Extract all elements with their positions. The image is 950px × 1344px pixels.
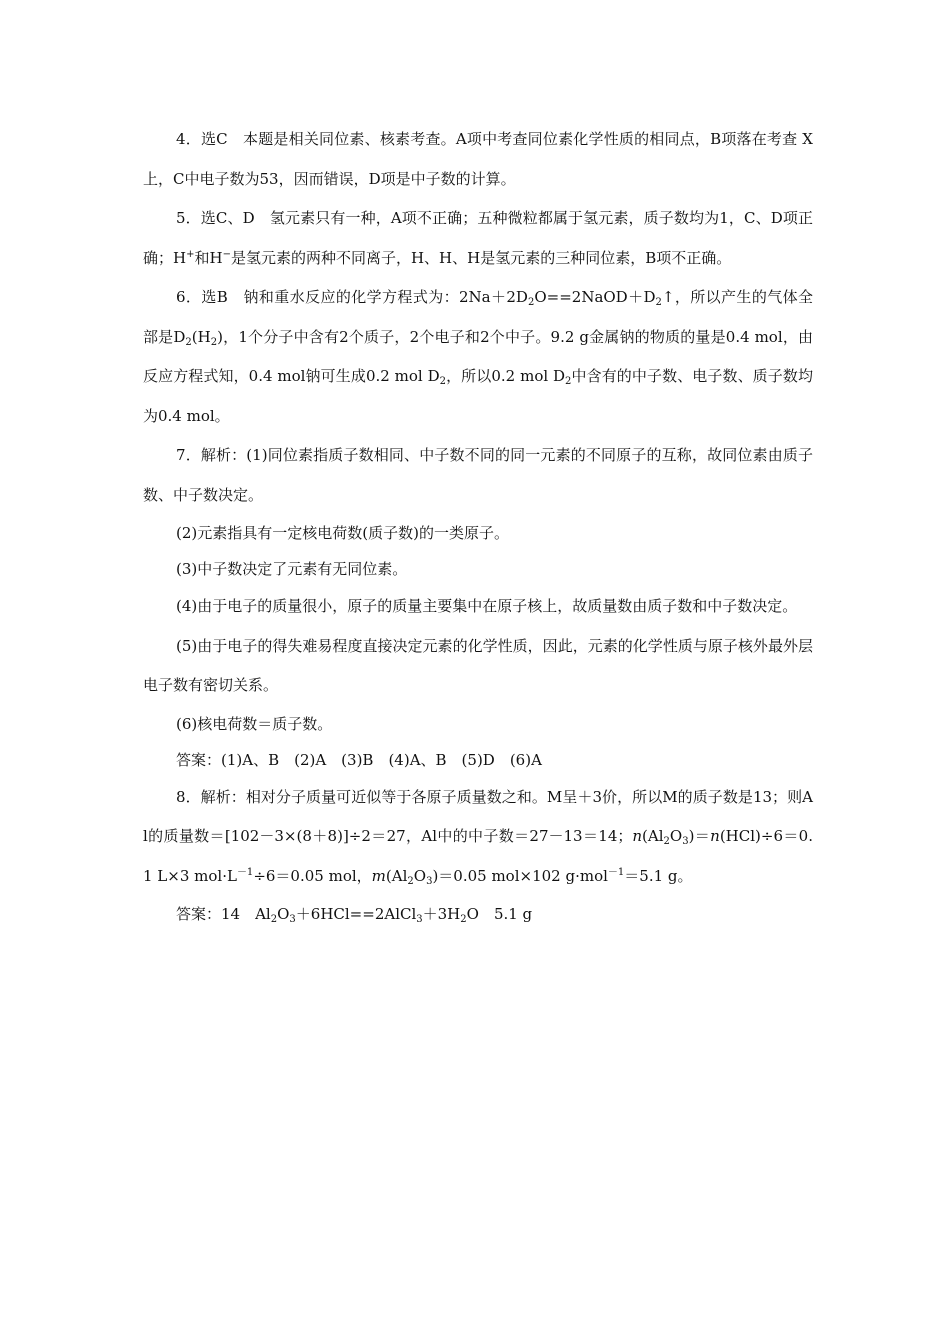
subscript: 2 [460, 914, 467, 925]
superscript: －1 [236, 866, 254, 878]
italic-symbol: m [371, 866, 386, 885]
answer-6 [143, 278, 813, 436]
text: (HCl)÷6＝0.1 L×3 mol·L [143, 827, 813, 885]
answer-7-intro: 7．解析：(1)同位素指质子数相同、中子数不同的同一元素的不同原子的互称，故同位素由质子数、中子数决定。 [143, 446, 813, 504]
subscript: 2 [185, 336, 192, 348]
text: ＋6HCl==2AlCl [295, 905, 417, 923]
answer-5 [143, 199, 813, 278]
superscript: －1 [607, 866, 625, 878]
text: (H [191, 327, 211, 346]
text: )，1个分子中含有2个质子，2个电子和2个中子。9.2 g金属钠的物质的量是0.4 mol，由反应方程式知，0.4 mol钠可生成0.2 mol D [143, 327, 813, 385]
italic-symbol: n [710, 827, 720, 845]
answer-7-item-2: (2)元素指具有一定核电荷数(质子数)的一类原子。 [176, 524, 509, 542]
subscript: 3 [682, 836, 689, 847]
subscript: 3 [289, 914, 296, 925]
subscript: 3 [416, 914, 423, 925]
subscript: 3 [426, 875, 433, 887]
answer-7-item-4: (4)由于电子的质量很小，原子的质量主要集中在原子核上，故质量数由质子数和中子数决定。 [176, 597, 798, 615]
answer-8 [143, 778, 813, 897]
subscript: 2 [210, 336, 218, 348]
answer-7-item-3: (3)中子数决定了元素有无同位素。 [176, 560, 408, 578]
answer-text [143, 120, 813, 932]
text: (Al [642, 827, 664, 845]
text: O 5.1 g [466, 905, 533, 923]
superscript: + [186, 248, 195, 260]
subscript: 2 [663, 836, 670, 847]
text: 6．选B 钠和重水反应的化学方程式为：2Na＋2D [176, 288, 528, 306]
text: O [277, 905, 290, 923]
text: )＝0.05 mol×102 g·mol [432, 866, 608, 885]
text: ↑，所以产生的气体全部是D [143, 288, 813, 346]
text: ÷6＝0.05 mol， [253, 866, 372, 885]
text: O==2NaOD＋D [534, 288, 656, 306]
text: 答案：14 Al [176, 905, 271, 923]
text: O [669, 827, 683, 845]
text: O [413, 866, 427, 885]
subscript: 2 [439, 376, 446, 387]
subscript: 2 [527, 297, 535, 308]
text: ＋3H [422, 905, 461, 923]
subscript: 2 [565, 376, 572, 387]
superscript: − [222, 248, 231, 260]
text: 5．选C、D 氢元素只有一种，A项不正确；五种微粒都属于氢元素，质子数均为1，C、D项正确；H [143, 209, 813, 267]
text: )＝ [688, 827, 711, 845]
text: 和H [194, 248, 223, 267]
text: ，所以0.2 mol D [445, 367, 566, 385]
answer-4-line-2: 落在考查 X上，C中电子数为53，因而错误，D项是中子数的计算。 [143, 130, 813, 188]
text: 是氢元素的两种不同离子，H、H、H是氢元素的三种同位素，B项不正确。 [230, 248, 732, 267]
answer-4 [143, 120, 813, 199]
subscript: 2 [655, 297, 662, 308]
answer-8-answer [143, 896, 813, 932]
subscript: 2 [270, 914, 278, 925]
italic-symbol: n [632, 827, 643, 845]
text: 8．解析：相对分子质量可近似等于各原子质量数之和。M呈＋3价，所以M的质子数是13；则Al的质量数＝[102－3×(8＋8)]÷2＝27，Al中的中子数＝27－13＝14； [143, 787, 813, 845]
text: (Al [385, 866, 408, 885]
text: 中含有的中子数、电子数、质子数均为0.4 mol。 [143, 367, 813, 425]
answer-7-item-6: (6)核电荷数＝质子数。 [176, 714, 333, 733]
subscript: 2 [407, 875, 414, 887]
answer-4-line-1: 4．选C 本题是相关同位素、核素考查。A项中考查同位素化学性质的相同点，B项 [176, 130, 737, 148]
text: ＝5.1 g。 [624, 866, 693, 885]
answer-7-item-5: (5)由于电子的得失难易程度直接决定元素的化学性质，因此，元素的化学性质与原子核外最外层电子数有密切关系。 [143, 636, 813, 694]
answer-7-answer: 答案：(1)A、B (2)A (3)B (4)A、B (5)D (6)A [176, 750, 542, 769]
